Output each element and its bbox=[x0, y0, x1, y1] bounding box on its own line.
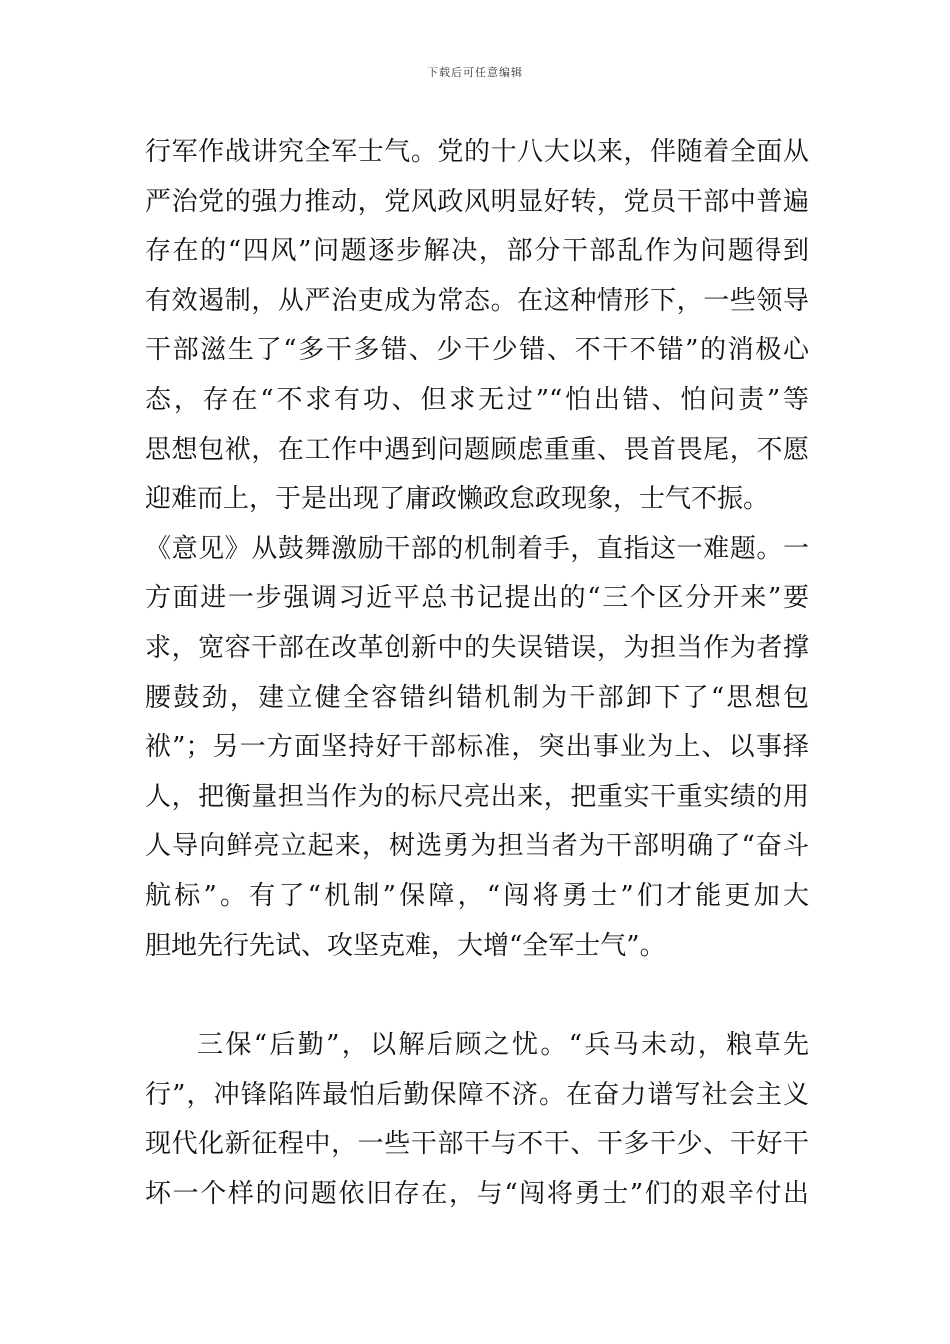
text-line: 现代化新征程中，一些干部干与不干、干多干少、干好干 bbox=[145, 1129, 809, 1160]
text-line: 思想包袱，在工作中遇到问题顾虑重重、畏首畏尾，不愿 bbox=[145, 434, 809, 465]
page-header: 下载后可任意编辑 bbox=[427, 66, 523, 79]
text-line: 三保“后勤”，以解后顾之忧。“兵马未动，粮草先 bbox=[197, 1030, 809, 1060]
text-line: 态，存在“不求有功、但求无过”“怕出错、怕问责”等 bbox=[145, 384, 809, 415]
text-line: 方面进一步强调习近平总书记提出的“三个区分开来”要 bbox=[145, 583, 809, 614]
text-line: 腰鼓劲，建立健全容错纠错机制为干部卸下了“思想包 bbox=[145, 682, 809, 713]
text-line: 胆地先行先试、攻坚克难，大增“全军士气”。 bbox=[145, 930, 666, 961]
paragraph-morale bbox=[145, 128, 809, 971]
text-line: 严治党的强力推动，党风政风明显好转，党员干部中普遍 bbox=[145, 186, 809, 217]
paragraph-logistics bbox=[145, 1021, 809, 1219]
text-line: 坏一个样的问题依旧存在，与“闯将勇士”们的艰辛付出 bbox=[145, 1178, 809, 1209]
text-line: 求，宽容干部在改革创新中的失误错误，为担当作为者撑 bbox=[145, 632, 809, 663]
text-line: 袱”；另一方面坚持好干部标准，突出事业为上、以事择 bbox=[145, 732, 809, 763]
text-line: 行军作战讲究全军士气。党的十八大以来，伴随着全面从 bbox=[145, 137, 809, 167]
text-line: 干部滋生了“多干多错、少干少错、不干不错”的消极心 bbox=[145, 335, 809, 366]
text-line: 存在的“四风”问题逐步解决，部分干部乱作为问题得到 bbox=[145, 236, 809, 267]
text-line: 有效遏制，从严治吏成为常态。在这种情形下，一些领导 bbox=[145, 285, 809, 316]
text-line: 人导向鲜亮立起来，树选勇为担当者为干部明确了“奋斗 bbox=[145, 831, 809, 862]
text-line: 《意见》从鼓舞激励干部的机制着手，直指这一难题。一 bbox=[145, 533, 809, 564]
text-line: 航标”。有了“机制”保障，“闯将勇士”们才能更加大 bbox=[145, 880, 809, 911]
text-line: 迎难而上，于是出现了庸政懒政怠政现象，士气不振。 bbox=[145, 484, 770, 515]
text-line: 人，把衡量担当作为的标尺亮出来，把重实干重实绩的用 bbox=[145, 781, 809, 812]
text-line: 行”，冲锋陷阵最怕后勤保障不济。在奋力谱写社会主义 bbox=[145, 1079, 809, 1110]
